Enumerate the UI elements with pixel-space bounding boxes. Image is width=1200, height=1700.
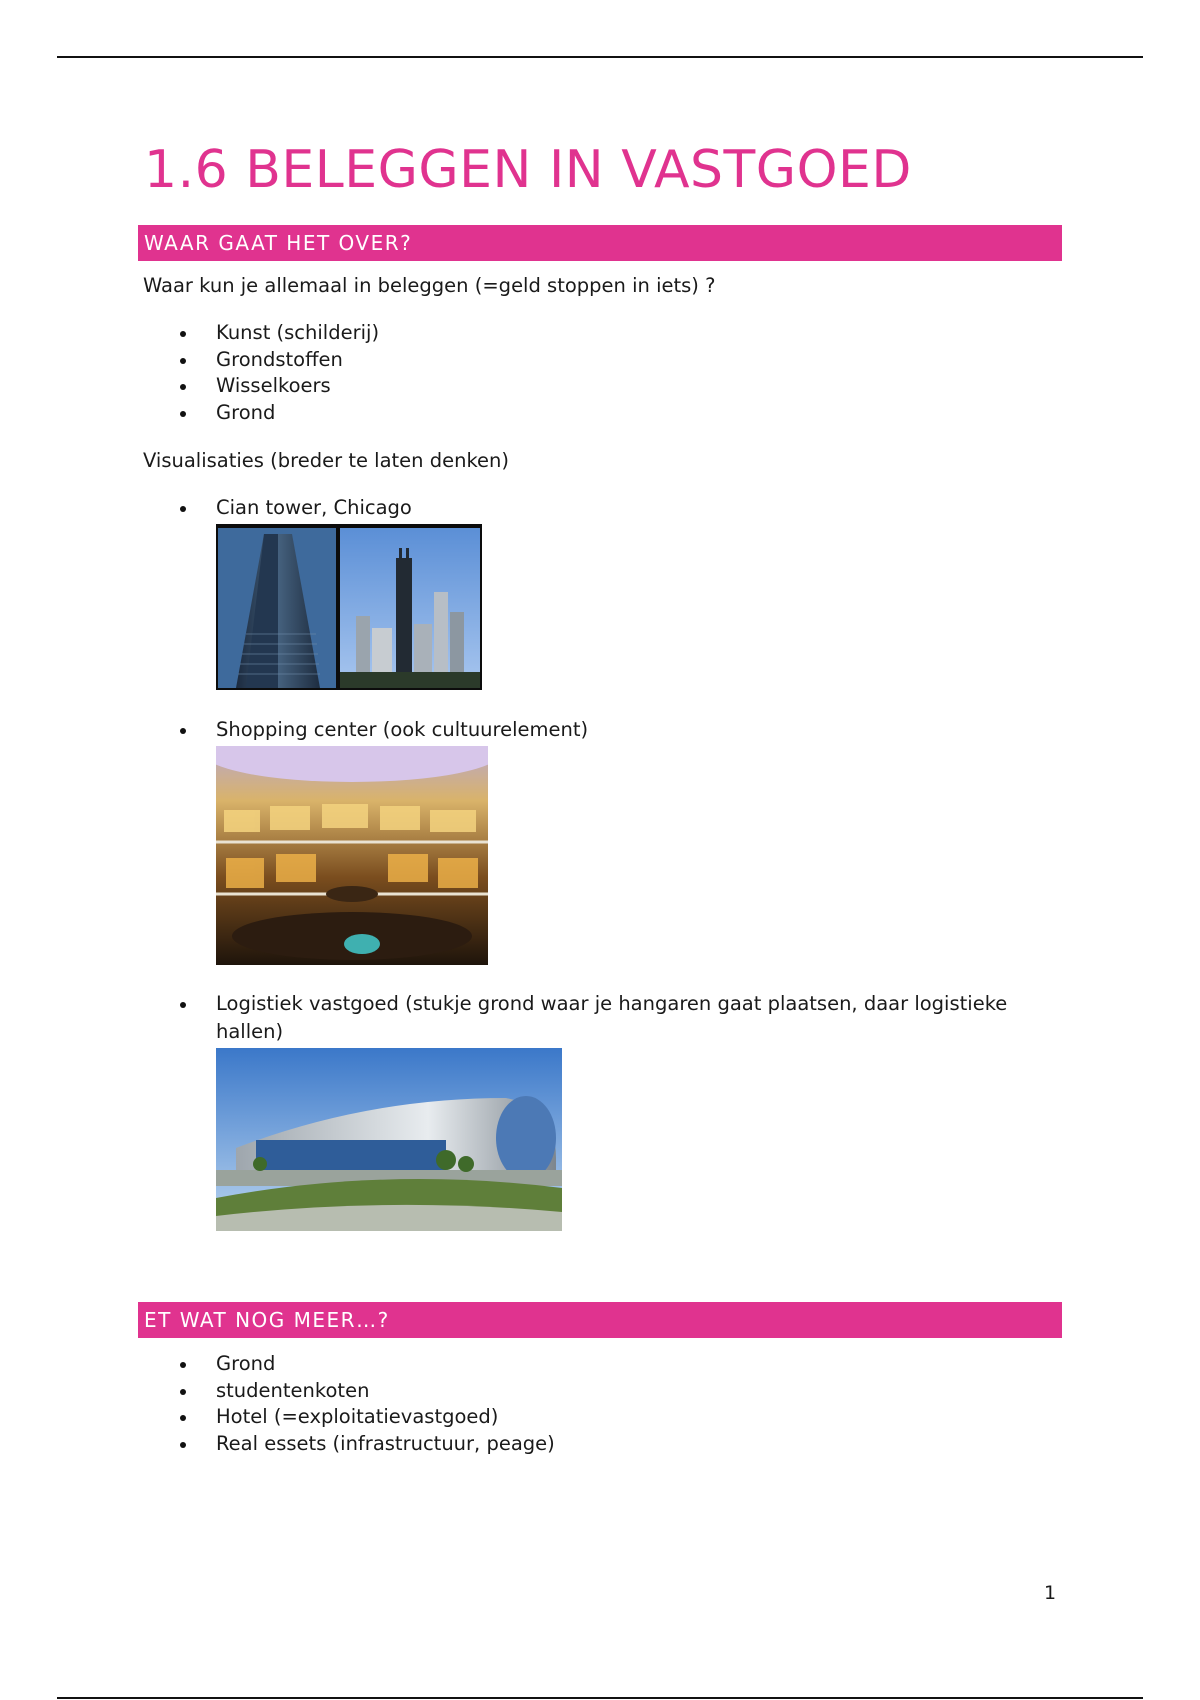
bullet-icon <box>180 1002 186 1008</box>
section-heading-1: WAAR GAAT HET OVER? <box>138 225 1062 261</box>
investment-list <box>138 320 379 426</box>
bullet-icon <box>180 1442 186 1448</box>
intro-text: Waar kun je allemaal in beleggen (=geld stoppen in iets) ? <box>143 274 716 297</box>
bullet-icon <box>180 1415 186 1421</box>
list-item: Kunst (schilderij) <box>138 320 379 347</box>
list-item: Grond <box>138 1351 555 1378</box>
list-item: Hotel (=exploitatievastgoed) <box>138 1404 555 1431</box>
shopping-center-photo <box>216 746 488 965</box>
page-number: 1 <box>1044 1582 1057 1604</box>
bullet-icon <box>180 506 186 512</box>
visualisations-text: Visualisaties (breder te laten denken) <box>143 449 510 472</box>
list-item: Grond <box>138 400 379 427</box>
section-heading-2: ET WAT NOG MEER…? <box>138 1302 1062 1338</box>
bullet-icon <box>180 331 186 337</box>
bullet-icon <box>180 1389 186 1395</box>
visual-item-tower: Cian tower, Chicago <box>138 494 1062 522</box>
bullet-icon <box>180 728 186 734</box>
bullet-icon <box>180 1362 186 1368</box>
page-title: 1.6 BELEGGEN IN VASTGOED <box>144 140 912 200</box>
list-item: studentenkoten <box>138 1378 555 1405</box>
bullet-icon <box>180 411 186 417</box>
more-list <box>138 1351 555 1457</box>
tower-photo <box>216 524 482 690</box>
bullet-icon <box>180 358 186 364</box>
bullet-icon <box>180 384 186 390</box>
list-item: Grondstoffen <box>138 347 379 374</box>
footer-rule <box>57 1697 1143 1699</box>
list-item: Wisselkoers <box>138 373 379 400</box>
header-rule <box>57 56 1143 58</box>
visual-item-logistics: Logistiek vastgoed (stukje grond waar je hangaren gaat plaatsen, daar logistieke hallen) <box>138 990 1062 1046</box>
visual-item-shopping: Shopping center (ook cultuurelement) <box>138 716 1062 744</box>
logistics-building-photo <box>216 1048 562 1231</box>
list-item: Real essets (infrastructuur, peage) <box>138 1431 555 1458</box>
